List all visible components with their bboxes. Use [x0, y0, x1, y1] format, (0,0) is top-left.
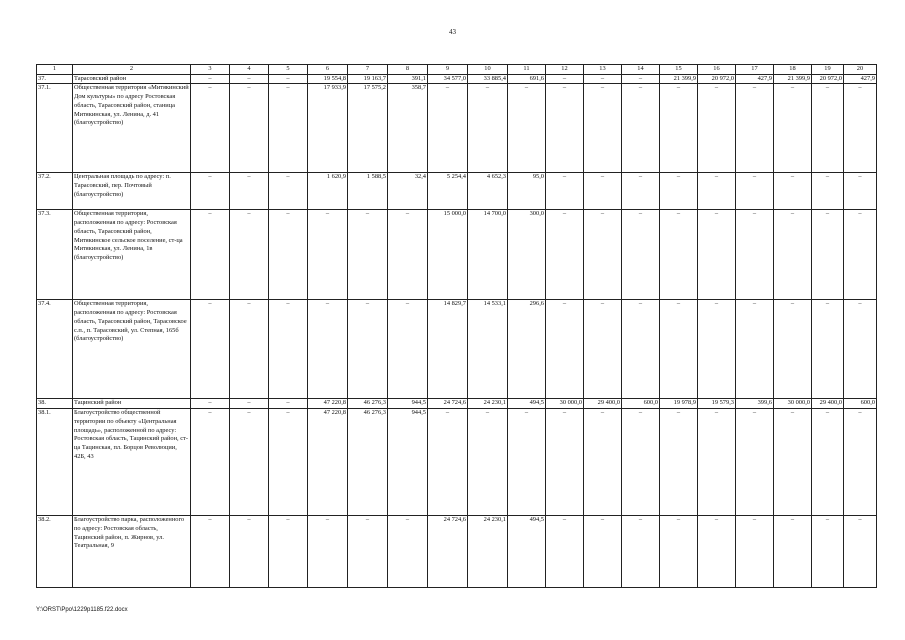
value-cell: –	[660, 84, 698, 173]
value-cell: 494,5	[508, 399, 546, 409]
value-cell: 300,0	[508, 210, 546, 300]
page-number: 43	[449, 28, 456, 36]
value-cell: 95,0	[508, 173, 546, 210]
value-cell: –	[348, 516, 388, 588]
row-code-cell: 37.2.	[37, 173, 73, 210]
value-cell: 20 972,0	[698, 74, 736, 84]
value-cell: –	[230, 409, 269, 516]
value-cell: –	[622, 516, 660, 588]
value-cell: –	[660, 210, 698, 300]
value-cell: –	[698, 516, 736, 588]
value-cell: –	[844, 210, 877, 300]
column-number-cell: 1	[37, 65, 73, 75]
value-cell: 19 579,3	[698, 399, 736, 409]
value-cell: 17 933,9	[308, 84, 348, 173]
column-number-cell: 3	[191, 65, 230, 75]
value-cell: 4 652,3	[468, 173, 508, 210]
value-cell: –	[812, 84, 844, 173]
value-cell: 19 163,7	[348, 74, 388, 84]
value-cell: –	[308, 210, 348, 300]
value-cell: –	[660, 516, 698, 588]
value-cell: –	[698, 84, 736, 173]
value-cell: –	[622, 300, 660, 399]
column-number-cell: 10	[468, 65, 508, 75]
value-cell: 46 276,3	[348, 399, 388, 409]
row-name-cell: Общественная территория «Митякинский Дом культуры» по адресу Ростовская область, Тарасовский район, станица Митякинская, ул. Ленина, д. 41 (благоустройство)	[73, 84, 191, 173]
value-cell: –	[584, 409, 622, 516]
table-row	[37, 300, 877, 399]
value-cell: –	[230, 74, 269, 84]
value-cell: –	[812, 409, 844, 516]
value-cell: –	[774, 84, 812, 173]
value-cell: 47 220,8	[308, 399, 348, 409]
value-cell: –	[844, 300, 877, 399]
column-number-cell: 17	[736, 65, 774, 75]
value-cell: –	[698, 300, 736, 399]
row-name-cell: Благоустройство парка, расположенного по адресу: Ростовская область, Тацинский район, п. Жирнов, ул. Театральная, 9	[73, 516, 191, 588]
value-cell: 494,5	[508, 516, 546, 588]
value-cell: –	[698, 409, 736, 516]
value-cell: –	[844, 173, 877, 210]
row-code-cell: 38.	[37, 399, 73, 409]
table-row	[37, 409, 877, 516]
column-number-cell: 13	[584, 65, 622, 75]
value-cell: –	[308, 300, 348, 399]
value-cell: –	[844, 516, 877, 588]
column-number-cell: 9	[428, 65, 468, 75]
value-cell: –	[584, 300, 622, 399]
column-number-cell: 20	[844, 65, 877, 75]
value-cell: –	[736, 516, 774, 588]
value-cell: –	[230, 516, 269, 588]
value-cell: –	[269, 84, 308, 173]
value-cell: –	[660, 173, 698, 210]
value-cell: –	[622, 409, 660, 516]
row-code-cell: 37.3.	[37, 210, 73, 300]
value-cell: –	[546, 300, 584, 399]
value-cell: 34 577,0	[428, 74, 468, 84]
value-cell: –	[388, 300, 428, 399]
table-row	[37, 173, 877, 210]
value-cell: –	[736, 409, 774, 516]
value-cell: –	[774, 173, 812, 210]
row-name-cell: Благоустройство общественной территории по объекту «Центральная площадь», расположенной по адресу: Ростовская область, Тацинский район, ст-ца Тацинская, пл. Борцов Революции, 42Б, 43	[73, 409, 191, 516]
value-cell: –	[468, 84, 508, 173]
column-number-cell: 12	[546, 65, 584, 75]
value-cell: 944,5	[388, 409, 428, 516]
value-cell: –	[230, 399, 269, 409]
value-cell: –	[230, 300, 269, 399]
value-cell: –	[191, 74, 230, 84]
value-cell: –	[584, 84, 622, 173]
value-cell: 427,9	[844, 74, 877, 84]
column-number-cell: 18	[774, 65, 812, 75]
value-cell: –	[622, 84, 660, 173]
value-cell: 33 885,4	[468, 74, 508, 84]
value-cell: 358,7	[388, 84, 428, 173]
value-cell: –	[191, 300, 230, 399]
value-cell: 427,9	[736, 74, 774, 84]
value-cell: 24 230,1	[468, 399, 508, 409]
table-row	[37, 74, 877, 84]
value-cell: 600,0	[844, 399, 877, 409]
value-cell: –	[269, 173, 308, 210]
value-cell: –	[508, 84, 546, 173]
value-cell: –	[736, 84, 774, 173]
value-cell: 30 000,0	[546, 399, 584, 409]
value-cell: –	[546, 84, 584, 173]
value-cell: –	[269, 300, 308, 399]
value-cell: –	[269, 74, 308, 84]
value-cell: –	[269, 409, 308, 516]
column-number-cell: 2	[73, 65, 191, 75]
value-cell: –	[844, 409, 877, 516]
column-number-cell: 16	[698, 65, 736, 75]
value-cell: –	[812, 300, 844, 399]
value-cell: –	[774, 300, 812, 399]
value-cell: –	[584, 516, 622, 588]
value-cell: –	[348, 210, 388, 300]
table-row	[37, 399, 877, 409]
column-number-row	[37, 65, 877, 75]
value-cell: 391,1	[388, 74, 428, 84]
value-cell: –	[584, 210, 622, 300]
value-cell: –	[348, 300, 388, 399]
row-name-cell: Центральная площадь по адресу: п. Тарасовский, пер. Почтовый (благоустройство)	[73, 173, 191, 210]
table-row	[37, 210, 877, 300]
value-cell: 399,6	[736, 399, 774, 409]
value-cell: –	[468, 409, 508, 516]
value-cell: –	[698, 173, 736, 210]
value-cell: 691,6	[508, 74, 546, 84]
value-cell: 30 000,0	[774, 399, 812, 409]
value-cell: –	[736, 300, 774, 399]
value-cell: 19 978,9	[660, 399, 698, 409]
value-cell: –	[191, 409, 230, 516]
value-cell: –	[622, 173, 660, 210]
column-number-cell: 19	[812, 65, 844, 75]
row-name-cell: Общественная территория, расположенная по адресу: Ростовская область, Тарасовский район, Тарасовское с.п., п. Тарасовский, ул. Степная, 165б (благоустройство)	[73, 300, 191, 399]
column-number-cell: 4	[230, 65, 269, 75]
value-cell: –	[622, 74, 660, 84]
column-number-cell: 11	[508, 65, 546, 75]
value-cell: –	[269, 399, 308, 409]
value-cell: –	[584, 74, 622, 84]
value-cell: 21 399,9	[660, 74, 698, 84]
value-cell: –	[191, 84, 230, 173]
value-cell: 19 554,8	[308, 74, 348, 84]
value-cell: –	[230, 84, 269, 173]
value-cell: –	[844, 84, 877, 173]
value-cell: –	[736, 210, 774, 300]
row-code-cell: 37.4.	[37, 300, 73, 399]
value-cell: 296,6	[508, 300, 546, 399]
table-row	[37, 84, 877, 173]
value-cell: –	[230, 210, 269, 300]
value-cell: 14 829,7	[428, 300, 468, 399]
value-cell: 5 254,4	[428, 173, 468, 210]
value-cell: –	[546, 173, 584, 210]
value-cell: –	[428, 409, 468, 516]
value-cell: 24 724,6	[428, 399, 468, 409]
value-cell: –	[191, 399, 230, 409]
value-cell: –	[269, 516, 308, 588]
value-cell: 29 400,0	[812, 399, 844, 409]
value-cell: –	[622, 210, 660, 300]
value-cell: –	[546, 210, 584, 300]
value-cell: 24 724,6	[428, 516, 468, 588]
footer-file-path: Y:\ORST\Ppo\1229p1185.f22.docx	[36, 607, 128, 613]
value-cell: 24 230,1	[468, 516, 508, 588]
column-number-cell: 6	[308, 65, 348, 75]
value-cell: –	[428, 84, 468, 173]
row-code-cell: 38.1.	[37, 409, 73, 516]
row-name-cell: Тарасовский район	[73, 74, 191, 84]
value-cell: 1 588,5	[348, 173, 388, 210]
value-cell: –	[191, 210, 230, 300]
value-cell: –	[736, 173, 774, 210]
value-cell: –	[230, 173, 269, 210]
row-name-cell: Общественная территория, расположенная по адресу: Ростовская область, Тарасовский район, Митякинское сельское поселение, ст-ца Митякинская, ул. Ленина, 1в (благоустройство)	[73, 210, 191, 300]
row-code-cell: 37.1.	[37, 84, 73, 173]
column-number-cell: 5	[269, 65, 308, 75]
value-cell: –	[191, 173, 230, 210]
column-number-cell: 15	[660, 65, 698, 75]
value-cell: –	[698, 210, 736, 300]
value-cell: –	[388, 210, 428, 300]
value-cell: –	[774, 516, 812, 588]
value-cell: 14 533,1	[468, 300, 508, 399]
value-cell: –	[812, 210, 844, 300]
value-cell: –	[191, 516, 230, 588]
value-cell: –	[546, 409, 584, 516]
value-cell: 1 620,9	[308, 173, 348, 210]
value-cell: –	[584, 173, 622, 210]
value-cell: –	[774, 409, 812, 516]
column-number-cell: 8	[388, 65, 428, 75]
value-cell: 600,0	[622, 399, 660, 409]
value-cell: –	[660, 300, 698, 399]
column-number-cell: 7	[348, 65, 388, 75]
value-cell: 21 399,9	[774, 74, 812, 84]
value-cell: –	[308, 516, 348, 588]
column-number-cell: 14	[622, 65, 660, 75]
value-cell: –	[812, 173, 844, 210]
value-cell: 15 000,0	[428, 210, 468, 300]
value-cell: –	[774, 210, 812, 300]
value-cell: 944,5	[388, 399, 428, 409]
value-cell: –	[660, 409, 698, 516]
value-cell: 29 400,0	[584, 399, 622, 409]
budget-table	[36, 64, 877, 588]
value-cell: –	[388, 516, 428, 588]
row-name-cell: Тацинский район	[73, 399, 191, 409]
value-cell: 14 700,0	[468, 210, 508, 300]
value-cell: 17 575,2	[348, 84, 388, 173]
row-code-cell: 37.	[37, 74, 73, 84]
value-cell: –	[546, 516, 584, 588]
value-cell: 47 220,8	[308, 409, 348, 516]
table-row	[37, 516, 877, 588]
value-cell: –	[812, 516, 844, 588]
value-cell: 46 276,3	[348, 409, 388, 516]
value-cell: 20 972,0	[812, 74, 844, 84]
value-cell: –	[508, 409, 546, 516]
value-cell: 32,4	[388, 173, 428, 210]
value-cell: –	[546, 74, 584, 84]
value-cell: –	[269, 210, 308, 300]
row-code-cell: 38.2.	[37, 516, 73, 588]
